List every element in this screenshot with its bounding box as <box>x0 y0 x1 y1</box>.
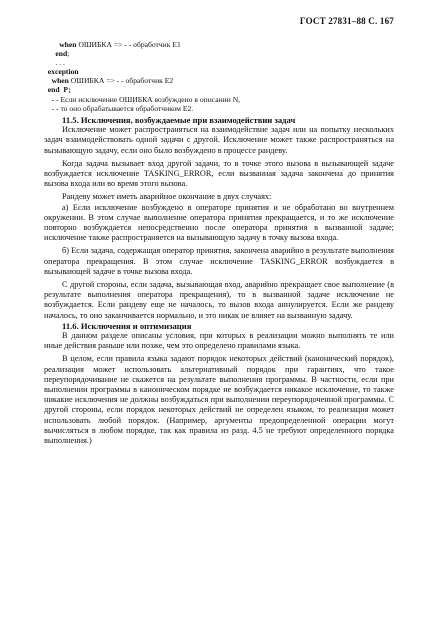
paragraph: Исключение может распространяться на взаимодействие задач или на попытку нескольких задач взаимодействовать одной задачи с другой. Исключение может также распространяться на вызывающую задачу, если оно было возбуждено в процессе рандеву. <box>44 125 394 155</box>
code-comment: - - Если исключение ОШИБКА возбуждено в описании N, <box>44 94 241 104</box>
code-line: when ОШИБКА => - - обработчик Е2 <box>51 76 174 86</box>
paragraph: С другой стороны, если задача, вызывающая вход, аварийно прекращает свое выполнение (в результате выполнения оператора прекращения), то в вызванной задаче исключение не возбуждается. Если рандеву еще не началось, то вызов входа аннулируется. Если же рандеву началось, то оно заканчивается нормально, и это никак не влияет на вызванную задачу. <box>44 280 394 320</box>
code-line: end Р; <box>47 85 71 95</box>
section-title: 11.5. Исключения, возбуждаемые при взаимодействии задач <box>62 115 296 125</box>
section-title: 11.6. Исключения и оптимизация <box>62 320 192 331</box>
paragraph: В целом, если правила языка задают порядок некоторых действий (канонический порядок), реализация может использовать альтернативный порядок при гарантиях, что такое переупорядочивание не скажется на результате выполнения программы. В частности, если при выполнении программы в каноническом порядке не возбуждается никакое исключение, то также никакие исключения не должны возбуждаться при выполнении переупорядоченной программы. С другой стороны, если порядок некоторых действий не определен языком, то реализация может использовать любой порядок. (Например, аргументы предопределенной операции могут вычисляться в любом порядке, так как правила из разд. 4.5 не требуют определенного порядка выполнения.) <box>44 354 394 446</box>
paragraph: Рандеву может иметь аварийное окончание в двух случаях: <box>62 192 272 202</box>
code-comment: - - то оно обрабатывается обработчиком Е2. <box>44 103 194 113</box>
code-line: exception <box>47 67 79 77</box>
paragraph: Когда задача вызывает вход другой задачи, то в точке этого вызова в вызывающей задаче возбуждается исключение TASKING_ERROR, если вызванная задача закончена до принятия вызова входа или во время этого вызова. <box>44 158 394 189</box>
paragraph: б) Если задача, содержащая оператор принятия, закончена аварийно в результате выполнения оператора прекращения. В этом случае исключение TASKING_ERROR возбуждается в вызывающей задаче в точке вызова входа. <box>44 246 394 276</box>
page-header: ГОСТ 27831–88 С. 167 <box>299 16 394 26</box>
body-text <box>44 115 394 446</box>
code-line: end; <box>55 49 70 59</box>
paragraph: а) Если исключение возбуждено в операторе принятия и не обработано во внутреннем окружении. В этом случае выполнение оператора принятия прекращается, и то же исключение повторно возбуждается непосредственно после оператора принятия в вызванной задаче; исключение также распространяется на вызывающую задачу в точку вызова входа. <box>44 202 394 243</box>
code-line: . . . <box>44 58 65 68</box>
code-listing <box>44 40 240 113</box>
paragraph: В данном разделе описаны условия, при которых в реализации можно выполнять те или иные действия раньше или позже, чем это определено правилами языка. <box>44 331 394 351</box>
code-line: when ОШИБКА => - - обработчик Е1 <box>59 40 181 49</box>
